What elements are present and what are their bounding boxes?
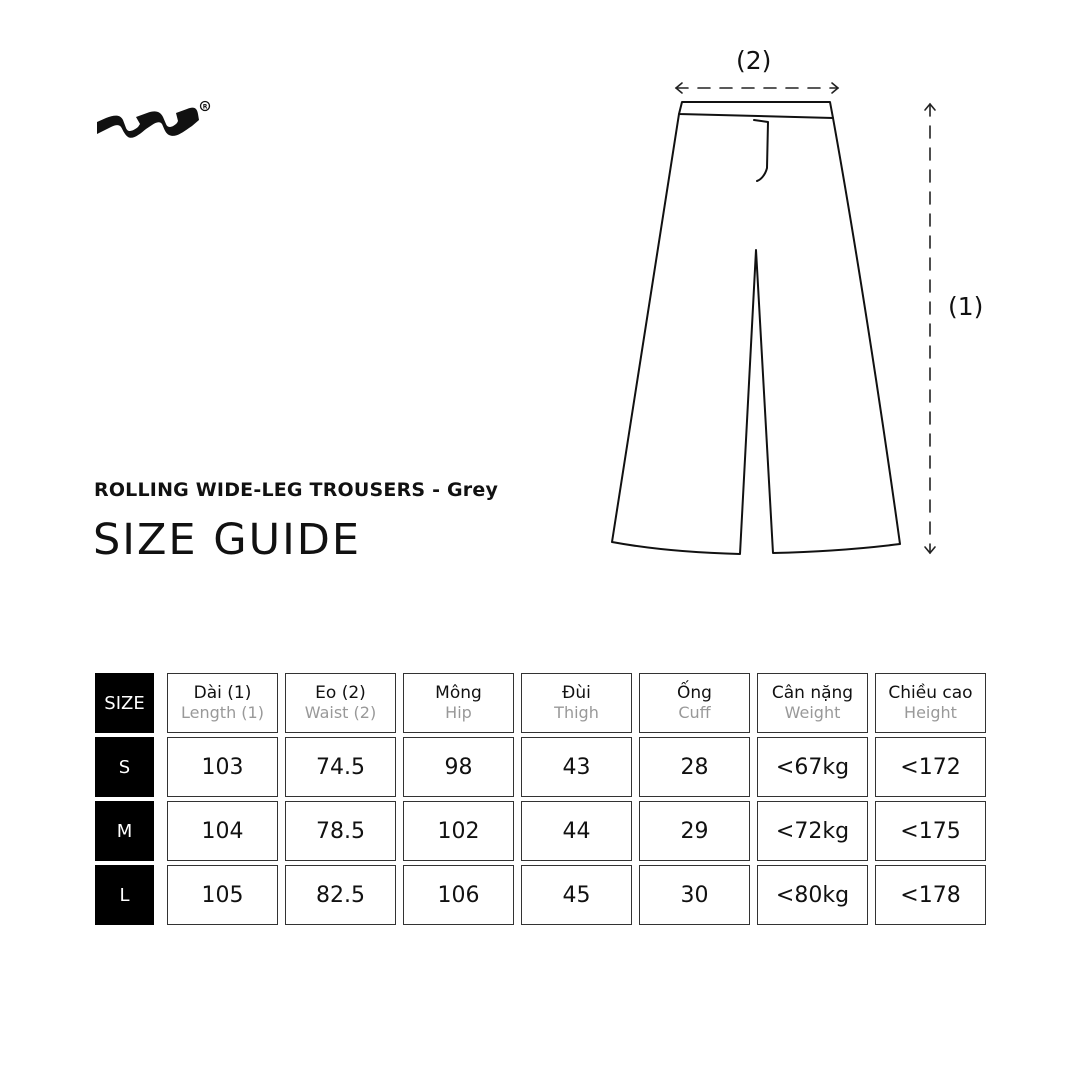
table-cell: 28: [639, 737, 750, 797]
column-label-vn: Đùi: [562, 683, 591, 703]
table-cell: 74.5: [285, 737, 396, 797]
column-label-en: Cuff: [678, 703, 711, 722]
table-cell: 43: [521, 737, 632, 797]
length-measure-label: (1): [948, 292, 984, 321]
trousers-diagram: [600, 40, 1000, 570]
column-label-en: Thigh: [554, 703, 599, 722]
table-cell: 98: [403, 737, 514, 797]
column-header-height: [875, 673, 986, 733]
column-header-length: [167, 673, 278, 733]
size-label: L: [119, 884, 130, 906]
table-cell: 45: [521, 865, 632, 925]
column-label-vn: Cân nặng: [771, 683, 854, 703]
table-cell: 106: [403, 865, 514, 925]
column-header-thigh: [521, 673, 632, 733]
column-label-vn: Chiều cao: [888, 683, 973, 703]
column-label-en: Length (1): [181, 703, 264, 722]
column-header-weight: [757, 673, 868, 733]
table-cell: 102: [403, 801, 514, 861]
table-cell: 78.5: [285, 801, 396, 861]
size-guide-title: SIZE GUIDE: [93, 515, 362, 565]
table-cell: <67kg: [757, 737, 868, 797]
size-header-label: SIZE: [104, 692, 145, 714]
column-label-en: Height: [904, 703, 957, 722]
column-label-vn: Ống: [677, 683, 712, 703]
size-cell-s: [95, 737, 154, 797]
table-cell: 29: [639, 801, 750, 861]
column-label-vn: Eo (2): [315, 683, 366, 703]
table-cell: 82.5: [285, 865, 396, 925]
wave-logo-mark: [97, 108, 199, 138]
column-header-waist: [285, 673, 396, 733]
table-cell: 105: [167, 865, 278, 925]
column-label-en: Hip: [445, 703, 472, 722]
size-label: M: [116, 820, 133, 842]
table-cell: 104: [167, 801, 278, 861]
column-label-vn: Mông: [435, 683, 482, 703]
table-cell: <80kg: [757, 865, 868, 925]
column-label-en: Waist (2): [304, 703, 377, 722]
size-header-cell: [95, 673, 154, 733]
brand-logo: [96, 100, 216, 152]
table-cell: 30: [639, 865, 750, 925]
column-header-hip: [403, 673, 514, 733]
table-cell: <175: [875, 801, 986, 861]
column-label-en: Weight: [784, 703, 841, 722]
table-cell: <72kg: [757, 801, 868, 861]
column-label-vn: Dài (1): [193, 683, 252, 703]
size-cell-l: [95, 865, 154, 925]
size-cell-m: [95, 801, 154, 861]
column-header-cuff: [639, 673, 750, 733]
product-name: ROLLING WIDE-LEG TROUSERS - Grey: [94, 479, 499, 501]
table-cell: <178: [875, 865, 986, 925]
table-cell: 44: [521, 801, 632, 861]
table-cell: 103: [167, 737, 278, 797]
waist-measure-label: (2): [736, 46, 772, 75]
table-cell: <172: [875, 737, 986, 797]
svg-text:R: R: [202, 103, 208, 111]
size-label: S: [118, 756, 131, 778]
